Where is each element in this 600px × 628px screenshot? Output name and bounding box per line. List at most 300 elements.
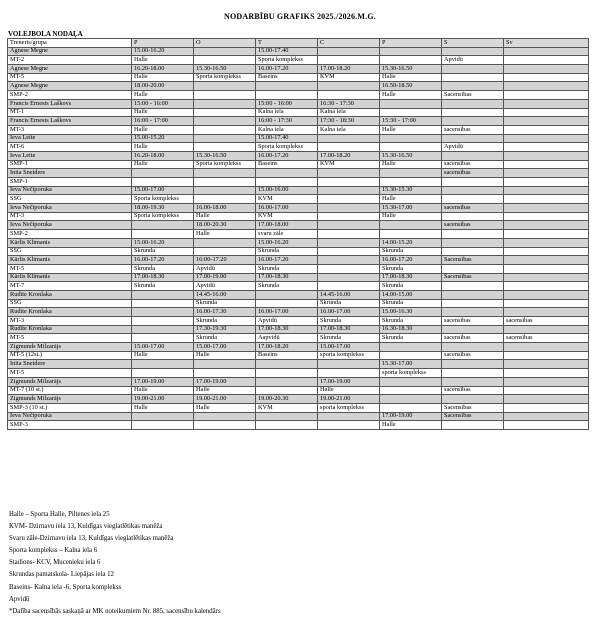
schedule-cell: 15.00-16.20: [132, 238, 194, 247]
schedule-cell: [132, 369, 194, 378]
table-row: [8, 369, 589, 378]
schedule-cell: Apvidū: [442, 56, 504, 65]
schedule-cell: [318, 238, 380, 247]
schedule-cell: [442, 151, 504, 160]
trainer-group-cell: Inita Sneidere: [8, 169, 132, 178]
schedule-cell: 16.30-18.30: [380, 325, 442, 334]
table-row: [8, 73, 589, 82]
schedule-cell: [442, 47, 504, 56]
table-row: [8, 360, 589, 369]
schedule-cell: [194, 56, 256, 65]
schedule-cell: KVM: [256, 195, 318, 204]
trainer-group-cell: SSG: [8, 247, 132, 256]
schedule-cell: [442, 230, 504, 239]
table-row: [8, 99, 589, 108]
schedule-cell: 16.00-17.00: [256, 204, 318, 213]
trainer-group-cell: Ieva Nečiporuka: [8, 204, 132, 213]
schedule-cell: 14.00-15.00: [380, 290, 442, 299]
schedule-cell: [194, 169, 256, 178]
schedule-cell: 15.30-16.50: [380, 65, 442, 74]
schedule-cell: [318, 91, 380, 100]
schedule-cell: 15.30-17.00: [380, 204, 442, 213]
schedule-cell: [132, 221, 194, 230]
schedule-cell: [194, 99, 256, 108]
schedule-cell: [380, 56, 442, 65]
schedule-cell: [380, 395, 442, 404]
table-row: [8, 386, 589, 395]
schedule-cell: [504, 125, 589, 134]
schedule-cell: Halle: [132, 108, 194, 117]
trainer-group-cell: Kārlis Klimanis: [8, 256, 132, 265]
schedule-cell: 16.00-17.20: [256, 65, 318, 74]
schedule-cell: 14.45-16.00: [194, 290, 256, 299]
schedule-cell: 17.30-19.30: [194, 325, 256, 334]
schedule-cell: [504, 386, 589, 395]
schedule-cell: [194, 178, 256, 187]
schedule-cell: [380, 169, 442, 178]
schedule-cell: [194, 82, 256, 91]
schedule-cell: 17.00-18.20: [256, 343, 318, 352]
schedule-cell: [318, 195, 380, 204]
schedule-cell: Halle: [194, 212, 256, 221]
schedule-cell: KVM: [318, 73, 380, 82]
schedule-cell: Skrunda: [318, 299, 380, 308]
table-row: [8, 403, 589, 412]
trainer-group-cell: MT-3: [8, 212, 132, 221]
schedule-cell: 19.00-21.00: [132, 395, 194, 404]
schedule-cell: 16.00-17.20: [256, 256, 318, 265]
schedule-cell: [442, 247, 504, 256]
schedule-cell: [504, 91, 589, 100]
schedule-cell: sacensības: [442, 125, 504, 134]
schedule-cell: [256, 290, 318, 299]
schedule-cell: [504, 169, 589, 178]
schedule-cell: 15:30 - 17:00: [380, 117, 442, 126]
table-row: [8, 230, 589, 239]
schedule-cell: Kalna iela: [318, 125, 380, 134]
schedule-cell: [194, 247, 256, 256]
legend-note: Halle – Sporta Halle, Piltenes iela 25: [9, 511, 110, 518]
schedule-cell: [318, 178, 380, 187]
schedule-cell: [132, 317, 194, 326]
legend-note: Baseins- Kalna iela -6, Sporta komplekss: [9, 583, 122, 591]
schedule-cell: [442, 299, 504, 308]
schedule-cell: sacensības: [442, 169, 504, 178]
legend-note: Apvidū: [9, 595, 30, 603]
schedule-cell: Halle: [132, 160, 194, 169]
table-row: [8, 238, 589, 247]
table-row: [8, 169, 589, 178]
schedule-cell: 15.30-15.30: [380, 186, 442, 195]
schedule-cell: 15:00 - 16:00: [256, 99, 318, 108]
trainer-group-cell: Ieva Nečiporuka: [8, 186, 132, 195]
trainer-group-cell: Ieva Leite: [8, 134, 132, 143]
schedule-cell: Halle: [194, 403, 256, 412]
schedule-cell: Kalna iela: [256, 108, 318, 117]
schedule-cell: [132, 325, 194, 334]
table-row: [8, 134, 589, 143]
trainer-group-cell: Agnese Megne: [8, 82, 132, 91]
trainer-group-cell: MT-5 (12st.): [8, 351, 132, 360]
schedule-cell: 15.00-17.00: [132, 186, 194, 195]
schedule-cell: [442, 73, 504, 82]
schedule-cell: 17.00-18.30: [318, 325, 380, 334]
schedule-cell: KVM: [256, 212, 318, 221]
schedule-cell: [194, 134, 256, 143]
schedule-cell: [504, 299, 589, 308]
schedule-cell: Halle: [380, 125, 442, 134]
schedule-cell: sporta komplekss: [380, 369, 442, 378]
schedule-cell: Sporta komplekss: [194, 160, 256, 169]
trainer-group-cell: Kārlis Klimanis: [8, 273, 132, 282]
schedule-cell: Apvidū: [256, 317, 318, 326]
trainer-group-cell: SMP-3: [8, 421, 132, 430]
schedule-cell: [504, 47, 589, 56]
schedule-cell: 16.20-18.00: [132, 151, 194, 160]
table-row: [8, 256, 589, 265]
schedule-cell: [442, 377, 504, 386]
schedule-cell: 15.00-17.00: [132, 343, 194, 352]
trainer-group-cell: Ieva Leite: [8, 151, 132, 160]
schedule-cell: Skrunda: [380, 317, 442, 326]
schedule-cell: sacensības: [504, 317, 589, 326]
schedule-cell: 15.30-16.50: [194, 151, 256, 160]
schedule-cell: 17.00-18.30: [256, 273, 318, 282]
schedule-cell: [380, 351, 442, 360]
table-row: [8, 108, 589, 117]
schedule-cell: Sacensības: [442, 256, 504, 265]
schedule-cell: [504, 160, 589, 169]
table-row: [8, 282, 589, 291]
schedule-cell: [504, 421, 589, 430]
schedule-cell: [504, 273, 589, 282]
table-row: [8, 264, 589, 273]
trainer-group-cell: Rudīte Kronlaka: [8, 325, 132, 334]
schedule-cell: 17.00-18.30: [380, 273, 442, 282]
schedule-cell: [504, 325, 589, 334]
schedule-cell: [504, 82, 589, 91]
schedule-cell: Halle: [318, 386, 380, 395]
schedule-cell: Sacensības: [442, 91, 504, 100]
table-row: [8, 377, 589, 386]
schedule-cell: Halle: [194, 230, 256, 239]
schedule-cell: [504, 264, 589, 273]
schedule-cell: [504, 308, 589, 317]
schedule-cell: Skrunda: [380, 299, 442, 308]
schedule-cell: Halle: [380, 160, 442, 169]
table-row: [8, 351, 589, 360]
column-header: Treneris/grupa: [8, 39, 132, 48]
schedule-cell: Sporta komplekss: [132, 195, 194, 204]
schedule-cell: [256, 82, 318, 91]
table-row: [8, 221, 589, 230]
schedule-cell: Halle: [132, 386, 194, 395]
table-row: [8, 125, 589, 134]
schedule-cell: [504, 247, 589, 256]
trainer-group-cell: MT-5: [8, 73, 132, 82]
schedule-cell: 17.00-18.30: [132, 273, 194, 282]
schedule-cell: [194, 238, 256, 247]
schedule-cell: 17:30 - 18:30: [318, 117, 380, 126]
schedule-cell: [194, 117, 256, 126]
table-row: [8, 421, 589, 430]
column-header: O: [194, 39, 256, 48]
schedule-cell: Kalna iela: [318, 108, 380, 117]
schedule-cell: [442, 421, 504, 430]
schedule-cell: [194, 421, 256, 430]
schedule-cell: Skrunda: [380, 334, 442, 343]
schedule-cell: 16.00-18.00: [194, 204, 256, 213]
legend-note: *Dalība sacensībās saskaņā ar MK noteikumiem Nr. 885, sacensību kalendārs: [9, 607, 221, 615]
schedule-cell: sacensības: [442, 204, 504, 213]
schedule-cell: [504, 195, 589, 204]
trainer-group-cell: Agnese Megne: [8, 65, 132, 74]
schedule-cell: [380, 403, 442, 412]
schedule-cell: [132, 308, 194, 317]
schedule-cell: [442, 82, 504, 91]
schedule-cell: 16.20-18.00: [132, 65, 194, 74]
schedule-cell: svaru zāle: [256, 230, 318, 239]
schedule-cell: [442, 186, 504, 195]
schedule-cell: Baseins: [256, 160, 318, 169]
schedule-cell: [442, 290, 504, 299]
schedule-cell: [194, 195, 256, 204]
trainer-group-cell: MT-3: [8, 317, 132, 326]
table-row: [8, 160, 589, 169]
table-row: [8, 117, 589, 126]
schedule-cell: [504, 143, 589, 152]
column-header: P: [380, 39, 442, 48]
trainer-group-cell: Zigmunds Milzarājs: [8, 395, 132, 404]
trainer-group-cell: MT-5: [8, 369, 132, 378]
schedule-cell: [504, 99, 589, 108]
schedule-cell: [194, 360, 256, 369]
trainer-group-cell: MT-7: [8, 282, 132, 291]
document-title: NODARBĪBU GRAFIKS 2025./2026.M.G.: [224, 12, 376, 21]
trainer-group-cell: Kārlis Klimanis: [8, 238, 132, 247]
schedule-cell: Aapvidū: [256, 334, 318, 343]
schedule-cell: [380, 343, 442, 352]
table-header-row: [8, 39, 589, 48]
legend-note: KVM- Dzirnavu iela 13, Kuldīgas vieglatlētikas manēža: [9, 523, 163, 531]
trainer-group-cell: MT-3: [8, 125, 132, 134]
schedule-cell: 15:00 - 16:00: [132, 99, 194, 108]
table-row: [8, 56, 589, 65]
schedule-cell: [504, 238, 589, 247]
schedule-cell: [504, 108, 589, 117]
schedule-cell: 18.00-19.30: [132, 204, 194, 213]
schedule-cell: [318, 204, 380, 213]
column-header: S: [442, 39, 504, 48]
trainer-group-cell: SMP-2: [8, 91, 132, 100]
schedule-cell: sacensības: [442, 221, 504, 230]
schedule-cell: 15.00-17.00: [194, 343, 256, 352]
schedule-cell: 15.00-16.30: [380, 308, 442, 317]
schedule-cell: Apvidū: [442, 143, 504, 152]
schedule-cell: Skrunda: [380, 264, 442, 273]
schedule-cell: 14.00-15.20: [380, 238, 442, 247]
schedule-cell: [380, 47, 442, 56]
table-row: [8, 317, 589, 326]
schedule-cell: Halle: [132, 143, 194, 152]
schedule-table: [7, 38, 589, 430]
schedule-cell: [132, 169, 194, 178]
trainer-group-cell: SMP-1: [8, 178, 132, 187]
table-row: [8, 143, 589, 152]
schedule-cell: Halle: [132, 403, 194, 412]
schedule-cell: [504, 65, 589, 74]
schedule-cell: [318, 360, 380, 369]
schedule-cell: [318, 369, 380, 378]
schedule-cell: [318, 134, 380, 143]
schedule-cell: [442, 65, 504, 74]
schedule-cell: sporta komplekss: [318, 351, 380, 360]
schedule-cell: Skrunda: [256, 264, 318, 273]
schedule-cell: [504, 212, 589, 221]
schedule-cell: Halle: [380, 91, 442, 100]
schedule-cell: [380, 134, 442, 143]
schedule-cell: 15.00-16.20: [256, 238, 318, 247]
schedule-cell: [132, 334, 194, 343]
schedule-cell: 19.00-20.30: [256, 395, 318, 404]
legend-note: Stadions- KCV, Mucenieku iela 6: [9, 559, 101, 567]
schedule-cell: 17.00-18.20: [318, 65, 380, 74]
schedule-cell: 16.00-17.00: [318, 308, 380, 317]
schedule-cell: 15.00-17.00: [318, 343, 380, 352]
table-row: [8, 82, 589, 91]
trainer-group-cell: Agnese Megne: [8, 47, 132, 56]
schedule-cell: [442, 343, 504, 352]
schedule-cell: sacensības: [442, 160, 504, 169]
schedule-cell: Halle: [380, 212, 442, 221]
schedule-cell: [256, 377, 318, 386]
schedule-cell: Skrunda: [132, 247, 194, 256]
table-row: [8, 178, 589, 187]
legend-note: Skrundas pamatskola- Liepājas iela 12: [9, 571, 114, 579]
schedule-cell: [194, 125, 256, 134]
schedule-cell: Skrunda: [318, 334, 380, 343]
schedule-cell: Skrunda: [194, 317, 256, 326]
schedule-cell: 17.00-18.30: [256, 325, 318, 334]
schedule-cell: [504, 290, 589, 299]
table-row: [8, 247, 589, 256]
legend-note: Sporta komplekss – Kalna iela 6: [9, 547, 98, 555]
schedule-cell: sacensības: [442, 317, 504, 326]
schedule-cell: [504, 73, 589, 82]
schedule-cell: [380, 377, 442, 386]
schedule-cell: Apvidū: [194, 264, 256, 273]
schedule-cell: Halle: [132, 351, 194, 360]
schedule-cell: Baseins: [256, 351, 318, 360]
trainer-group-cell: Zigmunds Milzarājs: [8, 343, 132, 352]
schedule-cell: Skrunda: [132, 282, 194, 291]
schedule-cell: [504, 134, 589, 143]
table-row: [8, 412, 589, 421]
schedule-cell: [318, 247, 380, 256]
schedule-cell: [256, 299, 318, 308]
schedule-cell: 16.00-17.20: [256, 151, 318, 160]
schedule-cell: [132, 421, 194, 430]
schedule-cell: KVM: [256, 403, 318, 412]
schedule-cell: Sporta komplekss: [194, 73, 256, 82]
trainer-group-cell: Ieva Nečiporuka: [8, 221, 132, 230]
schedule-cell: Halle: [132, 125, 194, 134]
schedule-cell: 15.30-16.50: [194, 65, 256, 74]
trainer-group-cell: SMP-1: [8, 160, 132, 169]
trainer-group-cell: Zigmunds Milzarājs: [8, 377, 132, 386]
schedule-cell: [132, 360, 194, 369]
schedule-cell: [442, 282, 504, 291]
schedule-cell: [132, 230, 194, 239]
schedule-cell: Sacensības: [442, 403, 504, 412]
schedule-cell: [442, 264, 504, 273]
schedule-cell: [442, 134, 504, 143]
schedule-cell: 15.00-15.20: [132, 134, 194, 143]
trainer-group-cell: SMP-3 (10 st.): [8, 403, 132, 412]
schedule-cell: [194, 186, 256, 195]
schedule-cell: 16.00-17.30: [194, 308, 256, 317]
schedule-cell: Skrunda: [194, 299, 256, 308]
legend-note: Svaru zāle-Dzirnavu iela 13, Kuldīgas vieglatlētikas manēža: [9, 535, 174, 543]
schedule-cell: 16.50-18.50: [380, 82, 442, 91]
table-row: [8, 325, 589, 334]
table-row: [8, 91, 589, 100]
schedule-cell: Halle: [194, 386, 256, 395]
table-row: [8, 151, 589, 160]
schedule-cell: 16.00-17.20: [132, 256, 194, 265]
schedule-cell: [194, 412, 256, 421]
trainer-group-cell: Inita Sneidere: [8, 360, 132, 369]
trainer-group-cell: Rudīte Kronlaka: [8, 290, 132, 299]
schedule-cell: 18.00-20.00: [132, 82, 194, 91]
schedule-cell: [504, 186, 589, 195]
schedule-cell: [132, 412, 194, 421]
schedule-cell: [318, 282, 380, 291]
schedule-cell: [504, 360, 589, 369]
schedule-cell: Skrunda: [380, 282, 442, 291]
schedule-cell: 19.00-21.00: [318, 395, 380, 404]
schedule-cell: 16:00-17.20: [194, 256, 256, 265]
table-row: [8, 212, 589, 221]
schedule-cell: [256, 360, 318, 369]
schedule-cell: 16.00-17.00: [256, 308, 318, 317]
schedule-cell: [132, 290, 194, 299]
schedule-cell: 17.00-19.00: [194, 273, 256, 282]
schedule-cell: [194, 369, 256, 378]
schedule-cell: 17.00-18.20: [318, 151, 380, 160]
schedule-cell: Sporta komplekss: [132, 212, 194, 221]
schedule-cell: Skrunda: [132, 264, 194, 273]
schedule-cell: 15.00-17.40: [256, 47, 318, 56]
schedule-cell: [504, 395, 589, 404]
schedule-cell: [442, 395, 504, 404]
schedule-cell: 17.00-19.00: [380, 412, 442, 421]
schedule-cell: [256, 178, 318, 187]
table-row: [8, 65, 589, 74]
schedule-cell: [318, 421, 380, 430]
schedule-cell: Halle: [194, 351, 256, 360]
table-row: [8, 186, 589, 195]
schedule-cell: [380, 108, 442, 117]
schedule-cell: [504, 56, 589, 65]
schedule-cell: Baseins: [256, 73, 318, 82]
schedule-cell: [380, 99, 442, 108]
schedule-cell: [504, 343, 589, 352]
table-row: [8, 299, 589, 308]
column-header: Sv: [504, 39, 589, 48]
schedule-cell: [504, 117, 589, 126]
legend-notes: [9, 509, 221, 618]
